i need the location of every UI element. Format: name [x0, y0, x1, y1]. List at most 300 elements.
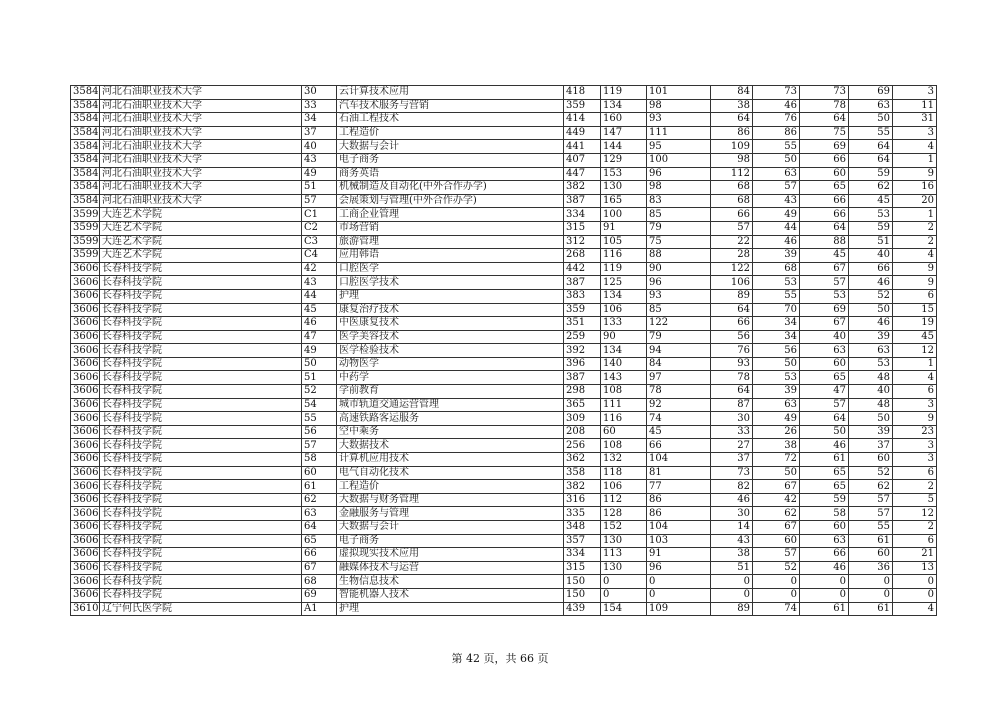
table-cell: 2 [893, 235, 937, 249]
table-cell: 447 [564, 167, 601, 181]
table-cell: 134 [601, 289, 647, 303]
table-cell: 63 [849, 99, 893, 113]
table-cell: 94 [647, 344, 711, 358]
table-cell: 55 [849, 521, 893, 535]
table-cell: 104 [647, 521, 711, 535]
table-cell: 87 [711, 398, 753, 412]
table-cell: 90 [647, 262, 711, 276]
table-cell: 88 [647, 249, 711, 263]
table-cell: 3584 [71, 194, 100, 208]
table-cell: 0 [753, 588, 800, 602]
table-cell: 3599 [71, 235, 100, 249]
table-cell: 89 [711, 289, 753, 303]
table-cell: 4 [893, 371, 937, 385]
table-cell: 42 [753, 493, 800, 507]
table-cell: 护理 [337, 602, 564, 616]
table-cell: 43 [753, 194, 800, 208]
table-cell: 辽宁何氏医学院 [100, 602, 302, 616]
table-cell: 3599 [71, 221, 100, 235]
table-cell: 365 [564, 398, 601, 412]
table-cell: 1 [893, 153, 937, 167]
table-cell: 116 [601, 412, 647, 426]
table-cell: 134 [601, 99, 647, 113]
table-cell: 0 [800, 588, 849, 602]
table-cell: 50 [753, 466, 800, 480]
table-cell: 53 [849, 208, 893, 222]
table-cell: 28 [711, 249, 753, 263]
table-row [71, 385, 937, 399]
table-cell: 31 [893, 113, 937, 127]
table-cell: 工程造价 [337, 126, 564, 140]
table-cell: 125 [601, 276, 647, 290]
table-cell: 39 [849, 330, 893, 344]
table-cell: 3606 [71, 398, 100, 412]
table-cell: 64 [849, 153, 893, 167]
table-cell: 82 [711, 480, 753, 494]
table-cell: 93 [647, 289, 711, 303]
table-cell: 河北石油职业技术大学 [100, 99, 302, 113]
table-cell: 智能机器人技术 [337, 588, 564, 602]
table-cell: 电子商务 [337, 534, 564, 548]
table-row [71, 262, 937, 276]
table-cell: 118 [601, 466, 647, 480]
table-cell: 口腔医学 [337, 262, 564, 276]
table-cell: 58 [302, 453, 337, 467]
table-cell: 长春科技学院 [100, 344, 302, 358]
table-cell: 100 [601, 208, 647, 222]
table-cell: 59 [800, 493, 849, 507]
table-cell: 3606 [71, 548, 100, 562]
table-cell: 长春科技学院 [100, 357, 302, 371]
table-cell: 护理 [337, 289, 564, 303]
table-row [71, 317, 937, 331]
table-cell: 83 [647, 194, 711, 208]
table-cell: 50 [800, 425, 849, 439]
table-cell: 78 [711, 371, 753, 385]
table-cell: 64 [711, 113, 753, 127]
table-row [71, 493, 937, 507]
table-cell: 3606 [71, 534, 100, 548]
table-cell: 22 [711, 235, 753, 249]
table-cell: 河北石油职业技术大学 [100, 140, 302, 154]
table-cell: 3606 [71, 480, 100, 494]
table-row [71, 167, 937, 181]
table-cell: 15 [893, 303, 937, 317]
table-cell: 3 [893, 439, 937, 453]
table-cell: 大连艺术学院 [100, 249, 302, 263]
table-cell: 3 [893, 398, 937, 412]
table-cell: 57 [711, 221, 753, 235]
table-cell: 37 [849, 439, 893, 453]
table-cell: 3606 [71, 412, 100, 426]
table-cell: 116 [601, 249, 647, 263]
table-cell: 长春科技学院 [100, 493, 302, 507]
table-cell: 57 [302, 439, 337, 453]
table-cell: 89 [711, 602, 753, 616]
table-cell: 130 [601, 561, 647, 575]
table-cell: 63 [849, 344, 893, 358]
table-cell: 0 [893, 575, 937, 589]
table-cell: 382 [564, 480, 601, 494]
table-cell: 工程造价 [337, 480, 564, 494]
table-cell: 418 [564, 86, 601, 100]
table-cell: 92 [647, 398, 711, 412]
table-cell: 0 [647, 588, 711, 602]
table-cell: 3584 [71, 140, 100, 154]
table-cell: 0 [647, 575, 711, 589]
table-cell: 康复治疗技术 [337, 303, 564, 317]
table-cell: 6 [893, 534, 937, 548]
table-cell: 60 [800, 167, 849, 181]
table-cell: 98 [647, 99, 711, 113]
table-cell: 91 [601, 221, 647, 235]
table-cell: 大数据与财务管理 [337, 493, 564, 507]
table-cell: 69 [800, 303, 849, 317]
table-cell: 3599 [71, 249, 100, 263]
table-cell: 259 [564, 330, 601, 344]
table-cell: 3584 [71, 181, 100, 195]
table-cell: 长春科技学院 [100, 480, 302, 494]
table-cell: 30 [302, 86, 337, 100]
table-cell: 414 [564, 113, 601, 127]
table-cell: 37 [302, 126, 337, 140]
table-cell: C4 [302, 249, 337, 263]
table-cell: 44 [753, 221, 800, 235]
table-row [71, 330, 937, 344]
table-cell: 60 [800, 521, 849, 535]
table-cell: 441 [564, 140, 601, 154]
table-cell: 59 [849, 167, 893, 181]
table-cell: 生物信息技术 [337, 575, 564, 589]
table-cell: 长春科技学院 [100, 425, 302, 439]
table-cell: 111 [647, 126, 711, 140]
table-cell: 77 [647, 480, 711, 494]
table-cell: 396 [564, 357, 601, 371]
table-row [71, 466, 937, 480]
table-row [71, 194, 937, 208]
table-cell: 104 [647, 453, 711, 467]
table-cell: 长春科技学院 [100, 521, 302, 535]
table-cell: 大数据技术 [337, 439, 564, 453]
table-cell: 3606 [71, 289, 100, 303]
table-cell: 60 [849, 548, 893, 562]
table-cell: 13 [893, 561, 937, 575]
table-cell: 4 [893, 602, 937, 616]
table-row [71, 439, 937, 453]
table-cell: 69 [800, 140, 849, 154]
table-cell: 电子商务 [337, 153, 564, 167]
table-cell: 387 [564, 371, 601, 385]
table-cell: 12 [893, 507, 937, 521]
table-cell: 49 [753, 412, 800, 426]
table-cell: 长春科技学院 [100, 588, 302, 602]
table-cell: 52 [302, 385, 337, 399]
table-cell: 315 [564, 561, 601, 575]
table-cell: 387 [564, 194, 601, 208]
table-cell: 4 [893, 249, 937, 263]
table-cell: 351 [564, 317, 601, 331]
table-cell: 40 [849, 385, 893, 399]
table-cell: 长春科技学院 [100, 276, 302, 290]
table-cell: 城市轨道交通运营管理 [337, 398, 564, 412]
table-cell: 64 [711, 385, 753, 399]
table-cell: 河北石油职业技术大学 [100, 194, 302, 208]
table-cell: 中医康复技术 [337, 317, 564, 331]
table-cell: 19 [893, 317, 937, 331]
table-cell: 130 [601, 181, 647, 195]
table-cell: 86 [711, 126, 753, 140]
table-cell: 3 [893, 126, 937, 140]
table-cell: 长春科技学院 [100, 548, 302, 562]
table-cell: 45 [800, 249, 849, 263]
table-row [71, 289, 937, 303]
table-cell: 62 [302, 493, 337, 507]
table-cell: 75 [800, 126, 849, 140]
table-cell: 48 [849, 398, 893, 412]
table-cell: C2 [302, 221, 337, 235]
table-cell: 大连艺术学院 [100, 235, 302, 249]
table-cell: 79 [647, 330, 711, 344]
table-cell: 143 [601, 371, 647, 385]
table-cell: 49 [302, 167, 337, 181]
table-cell: 57 [302, 194, 337, 208]
table-cell: 3606 [71, 521, 100, 535]
table-row [71, 561, 937, 575]
table-cell: 9 [893, 412, 937, 426]
table-cell: 67 [302, 561, 337, 575]
table-cell: 3584 [71, 113, 100, 127]
table-cell: 医学检验技术 [337, 344, 564, 358]
table-cell: 66 [800, 194, 849, 208]
table-cell: 335 [564, 507, 601, 521]
table-cell: 长春科技学院 [100, 575, 302, 589]
table-cell: 65 [800, 181, 849, 195]
table-cell: 106 [601, 480, 647, 494]
table-cell: 3606 [71, 493, 100, 507]
table-cell: 85 [647, 208, 711, 222]
table-cell: 65 [302, 534, 337, 548]
table-cell: 45 [647, 425, 711, 439]
table-row [71, 86, 937, 100]
table-cell: 长春科技学院 [100, 439, 302, 453]
table-cell: 3599 [71, 208, 100, 222]
table-cell: 109 [711, 140, 753, 154]
table-cell: 34 [753, 317, 800, 331]
table-cell: 66 [647, 439, 711, 453]
table-row [71, 534, 937, 548]
table-cell: 39 [849, 425, 893, 439]
table-cell: 3606 [71, 344, 100, 358]
table-cell: 63 [800, 534, 849, 548]
table-cell: 30 [711, 412, 753, 426]
table-cell: 48 [849, 371, 893, 385]
table-cell: 长春科技学院 [100, 466, 302, 480]
table-cell: 河北石油职业技术大学 [100, 86, 302, 100]
table-cell: 108 [601, 439, 647, 453]
table-cell: 62 [753, 507, 800, 521]
table-cell: 359 [564, 99, 601, 113]
table-cell: 11 [893, 99, 937, 113]
table-cell: 长春科技学院 [100, 412, 302, 426]
table-cell: 河北石油职业技术大学 [100, 167, 302, 181]
table-cell: 95 [647, 140, 711, 154]
table-cell: 73 [753, 86, 800, 100]
table-cell: 3606 [71, 385, 100, 399]
table-cell: 62 [849, 181, 893, 195]
table-cell: 长春科技学院 [100, 398, 302, 412]
table-cell: 长春科技学院 [100, 289, 302, 303]
table-cell: C1 [302, 208, 337, 222]
table-cell: 27 [711, 439, 753, 453]
table-row [71, 588, 937, 602]
table-cell: 河北石油职业技术大学 [100, 113, 302, 127]
table-cell: 49 [753, 208, 800, 222]
table-cell: 334 [564, 548, 601, 562]
table-cell: 132 [601, 453, 647, 467]
table-cell: 3606 [71, 262, 100, 276]
table-cell: 60 [302, 466, 337, 480]
table-cell: 56 [711, 330, 753, 344]
table-cell: 40 [849, 249, 893, 263]
table-cell: 93 [711, 357, 753, 371]
table-cell: 61 [849, 534, 893, 548]
table-cell: 63 [800, 344, 849, 358]
table-cell: 39 [753, 385, 800, 399]
table-cell: 98 [647, 181, 711, 195]
table-cell: 86 [647, 493, 711, 507]
table-cell: 74 [753, 602, 800, 616]
table-row [71, 602, 937, 616]
table-cell: 74 [647, 412, 711, 426]
table-row [71, 276, 937, 290]
table-cell: 36 [849, 561, 893, 575]
table-cell: 111 [601, 398, 647, 412]
table-cell: 3584 [71, 99, 100, 113]
table-cell: 3606 [71, 507, 100, 521]
table-cell: 122 [711, 262, 753, 276]
table-cell: 57 [800, 276, 849, 290]
table-cell: 26 [753, 425, 800, 439]
table-row [71, 153, 937, 167]
table-cell: 3584 [71, 126, 100, 140]
table-cell: 392 [564, 344, 601, 358]
table-cell: 130 [601, 534, 647, 548]
table-cell: 113 [601, 548, 647, 562]
table-cell: 65 [800, 466, 849, 480]
table-cell: 152 [601, 521, 647, 535]
table-cell: 129 [601, 153, 647, 167]
table-cell: 20 [893, 194, 937, 208]
table-row [71, 303, 937, 317]
table-cell: 97 [647, 371, 711, 385]
table-cell: 51 [302, 371, 337, 385]
table-cell: 86 [647, 507, 711, 521]
table-cell: 150 [564, 575, 601, 589]
table-cell: 268 [564, 249, 601, 263]
table-cell: 50 [849, 412, 893, 426]
table-cell: 3606 [71, 317, 100, 331]
table-cell: 69 [302, 588, 337, 602]
table-cell: 109 [647, 602, 711, 616]
table-cell: 53 [753, 276, 800, 290]
table-cell: 348 [564, 521, 601, 535]
table-cell: 旅游管理 [337, 235, 564, 249]
table-cell: 46 [302, 317, 337, 331]
table-cell: 60 [601, 425, 647, 439]
table-row [71, 575, 937, 589]
table-row [71, 113, 937, 127]
table-cell: 63 [302, 507, 337, 521]
table-cell: 3606 [71, 371, 100, 385]
table-cell: 21 [893, 548, 937, 562]
table-cell: 46 [849, 276, 893, 290]
table-cell: 46 [753, 99, 800, 113]
table-cell: 57 [800, 398, 849, 412]
table-cell: 73 [800, 86, 849, 100]
table-cell: 153 [601, 167, 647, 181]
table-row [71, 453, 937, 467]
table-cell: 64 [849, 140, 893, 154]
table-cell: 66 [800, 548, 849, 562]
table-cell: 72 [753, 453, 800, 467]
table-cell: 165 [601, 194, 647, 208]
table-cell: 6 [893, 289, 937, 303]
table-cell: 应用韩语 [337, 249, 564, 263]
table-row [71, 249, 937, 263]
table-cell: 144 [601, 140, 647, 154]
table-cell: 6 [893, 385, 937, 399]
table-cell: 61 [302, 480, 337, 494]
table-row [71, 235, 937, 249]
table-cell: 3606 [71, 276, 100, 290]
table-cell: 9 [893, 167, 937, 181]
table-cell: 3606 [71, 330, 100, 344]
table-cell: 79 [647, 221, 711, 235]
table-cell: 91 [647, 548, 711, 562]
table-row [71, 140, 937, 154]
table-cell: 56 [302, 425, 337, 439]
table-cell: 57 [753, 181, 800, 195]
table-cell: 37 [711, 453, 753, 467]
table-row [71, 208, 937, 222]
table-cell: 0 [893, 588, 937, 602]
table-cell: 57 [849, 493, 893, 507]
table-cell: 76 [753, 113, 800, 127]
table-cell: 57 [849, 507, 893, 521]
table-cell: 55 [753, 140, 800, 154]
table-cell: 64 [800, 221, 849, 235]
table-cell: 63 [753, 167, 800, 181]
table-cell: 33 [711, 425, 753, 439]
table-cell: 50 [849, 113, 893, 127]
table-cell: 64 [711, 303, 753, 317]
table-cell: 64 [302, 521, 337, 535]
table-cell: 3606 [71, 453, 100, 467]
table-cell: 动物医学 [337, 357, 564, 371]
table-cell: 河北石油职业技术大学 [100, 126, 302, 140]
table-cell: 0 [601, 588, 647, 602]
table-cell: 33 [302, 99, 337, 113]
table-row [71, 412, 937, 426]
table-cell: 68 [302, 575, 337, 589]
table-cell: 学前教育 [337, 385, 564, 399]
table-cell: 61 [800, 602, 849, 616]
table-row [71, 344, 937, 358]
table-cell: 53 [800, 289, 849, 303]
table-cell: 50 [849, 303, 893, 317]
table-cell: 52 [849, 289, 893, 303]
table-cell: 47 [800, 385, 849, 399]
